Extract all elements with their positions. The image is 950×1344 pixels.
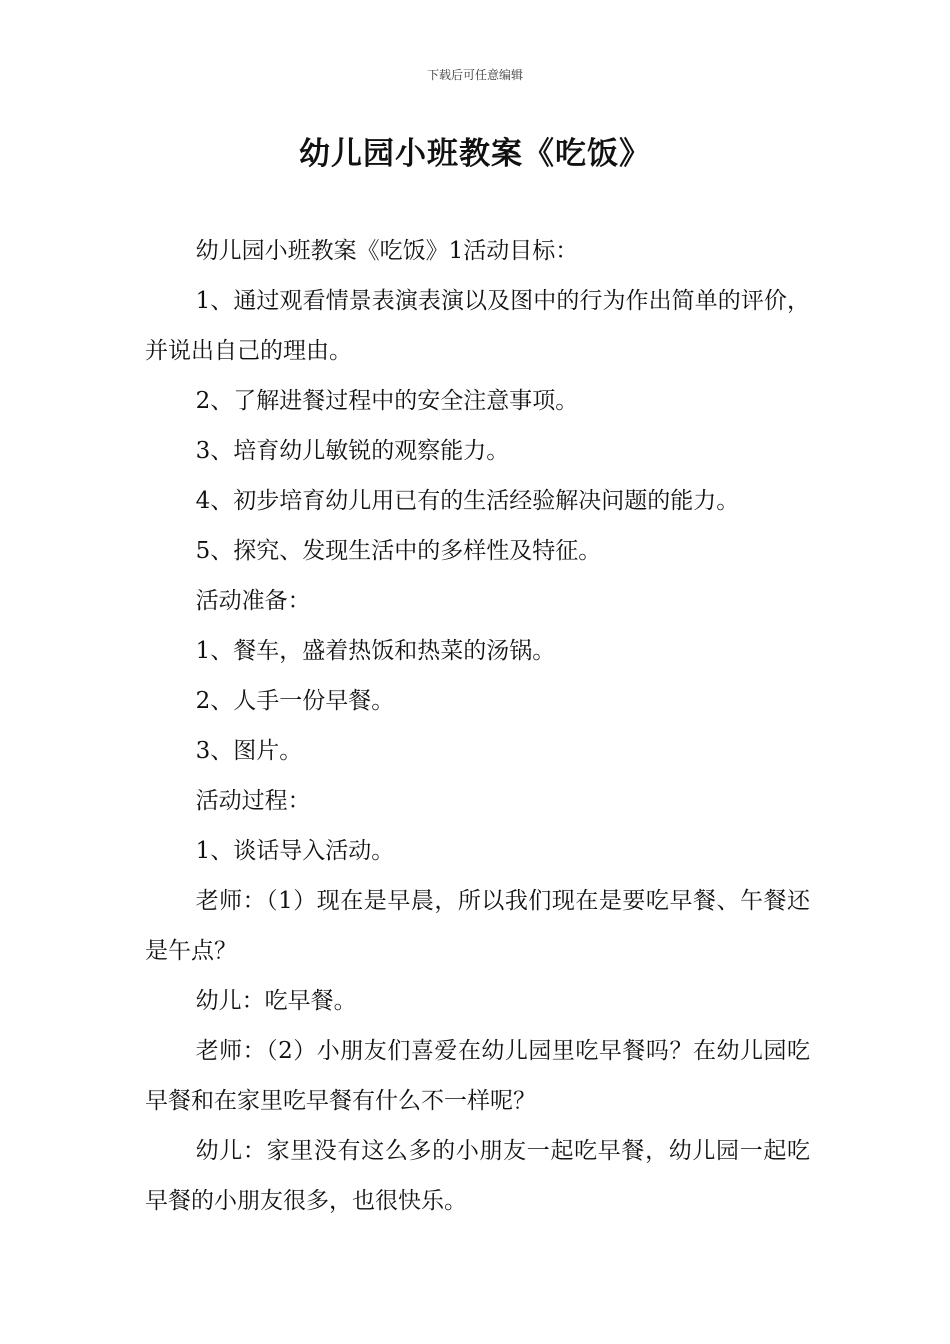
document-body	[145, 226, 810, 1226]
paragraph: 幼儿：吃早餐。	[195, 988, 357, 1014]
paragraph: 2、人手一份早餐。	[195, 688, 395, 714]
header-note: 下载后可任意编辑	[426, 68, 523, 82]
paragraph: 5、探究、发现生活中的多样性及特征。	[195, 538, 602, 564]
paragraph: 幼儿园小班教案《吃饭》1活动目标：	[195, 238, 579, 264]
paragraph: 1、通过观看情景表演表演以及图中的行为作出简单的评价，并说出自己的理由。	[145, 288, 810, 364]
paragraph: 老师：（2）小朋友们喜爱在幼儿园里吃早餐吗？在幼儿园吃早餐和在家里吃早餐有什么不一样呢？	[145, 1038, 810, 1114]
paragraph: 活动过程：	[195, 788, 311, 814]
document-title: 幼儿园小班教案《吃饭》	[299, 136, 651, 172]
paragraph: 幼儿：家里没有这么多的小朋友一起吃早餐，幼儿园一起吃早餐的小朋友很多，也很快乐。	[145, 1138, 810, 1214]
paragraph: 活动准备：	[195, 588, 311, 614]
paragraph: 1、谈话导入活动。	[195, 838, 395, 864]
paragraph: 3、培育幼儿敏锐的观察能力。	[195, 438, 510, 464]
paragraph: 老师：（1）现在是早晨，所以我们现在是要吃早餐、午餐还是午点？	[145, 888, 810, 964]
paragraph: 4、初步培育幼儿用已有的生活经验解决问题的能力。	[195, 488, 740, 514]
paragraph: 2、了解进餐过程中的安全注意事项。	[195, 388, 579, 414]
paragraph: 1、餐车，盛着热饭和热菜的汤锅。	[195, 638, 556, 664]
paragraph: 3、图片。	[195, 738, 303, 764]
